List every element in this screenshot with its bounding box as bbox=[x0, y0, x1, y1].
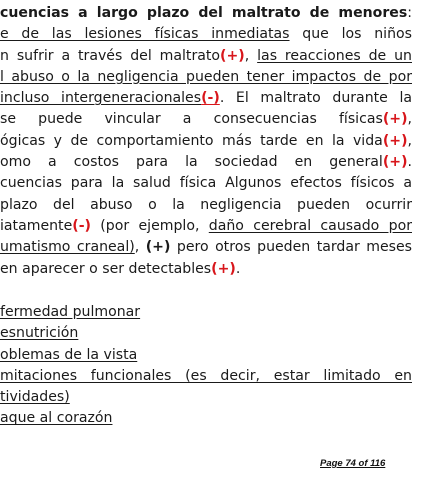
text-run: . bbox=[407, 154, 412, 171]
paragraph-line bbox=[0, 195, 412, 216]
underlined-phrase: las reacciones de un bbox=[257, 47, 412, 64]
text-run: , bbox=[407, 132, 412, 149]
text-run: iatamente bbox=[0, 217, 73, 234]
text-run: . El maltrato durante la bbox=[219, 90, 412, 107]
text-run: que los niños bbox=[289, 26, 412, 43]
paragraph-line bbox=[0, 3, 412, 24]
underlined-phrase: e de las lesiones físicas inmediatas bbox=[0, 26, 290, 43]
effects-list bbox=[0, 302, 412, 430]
section-heading: cuencias a largo plazo del maltrato de menores bbox=[0, 5, 408, 21]
paragraph-line bbox=[0, 237, 412, 258]
page-number: Page 74 of 116 bbox=[320, 458, 386, 469]
text-run: en aparecer o ser detectables bbox=[0, 260, 212, 277]
paragraph-line bbox=[0, 259, 412, 280]
list-item bbox=[0, 302, 412, 323]
text-run: se puede vincular a consecuencias físicas bbox=[0, 111, 383, 128]
text-run: , bbox=[407, 111, 412, 128]
text-run: omo a costos para la sociedad en general bbox=[0, 154, 383, 171]
plus-marker: (+) bbox=[220, 47, 245, 64]
plus-marker: (+) bbox=[382, 111, 408, 128]
plus-marker: (+) bbox=[211, 260, 236, 277]
list-item bbox=[0, 366, 412, 387]
underlined-phrase: umatismo craneal) bbox=[0, 239, 135, 256]
plus-marker-black: (+) bbox=[145, 239, 171, 256]
text-run: , bbox=[244, 47, 258, 64]
paragraph-line bbox=[0, 131, 412, 152]
plus-marker: (+) bbox=[382, 132, 408, 149]
text-run: n sufrir a través del maltrato bbox=[0, 47, 221, 64]
text-run: cuencias para la salud física Algunos efectos físicos a bbox=[0, 175, 412, 192]
list-item bbox=[0, 408, 412, 429]
body-paragraph bbox=[0, 3, 412, 280]
text-run: (por ejemplo, bbox=[90, 217, 209, 234]
underlined-phrase: l abuso o la negligencia pueden tener impactos de por bbox=[0, 68, 412, 85]
minus-marker: (-) bbox=[72, 217, 91, 234]
paragraph-line bbox=[0, 109, 412, 130]
text-run: . bbox=[235, 260, 241, 277]
list-item-text: esnutrición bbox=[0, 325, 79, 342]
plus-marker: (+) bbox=[382, 154, 408, 171]
paragraph-line bbox=[0, 67, 412, 88]
list-item-text: tividades) bbox=[0, 389, 70, 406]
paragraph-line bbox=[0, 152, 412, 173]
text-run: , bbox=[134, 239, 146, 256]
list-item-continuation bbox=[0, 387, 412, 408]
paragraph-line bbox=[0, 24, 412, 45]
list-item-text: aque al corazón bbox=[0, 410, 113, 427]
minus-marker: (-) bbox=[201, 90, 220, 107]
text-run: ógicas y de comportamiento más tarde en la vida bbox=[0, 132, 383, 149]
text-run: pero otros pueden tardar meses bbox=[170, 239, 412, 256]
paragraph-line bbox=[0, 46, 412, 67]
list-item-text: mitaciones funcionales (es decir, estar limitado en bbox=[0, 367, 412, 384]
underlined-phrase: incluso intergeneracionales bbox=[0, 90, 202, 107]
list-item bbox=[0, 345, 412, 366]
list-item bbox=[0, 323, 412, 344]
paragraph-line bbox=[0, 173, 412, 194]
text-run: plazo del abuso o la negligencia pueden ocurrir bbox=[0, 196, 412, 213]
paragraph-line bbox=[0, 88, 412, 109]
underlined-phrase: daño cerebral causado por bbox=[208, 217, 412, 234]
paragraph-line bbox=[0, 216, 412, 237]
list-item-text: oblemas de la vista bbox=[0, 346, 138, 363]
list-item-text: fermedad pulmonar bbox=[0, 304, 141, 320]
heading-colon: : bbox=[407, 5, 412, 21]
